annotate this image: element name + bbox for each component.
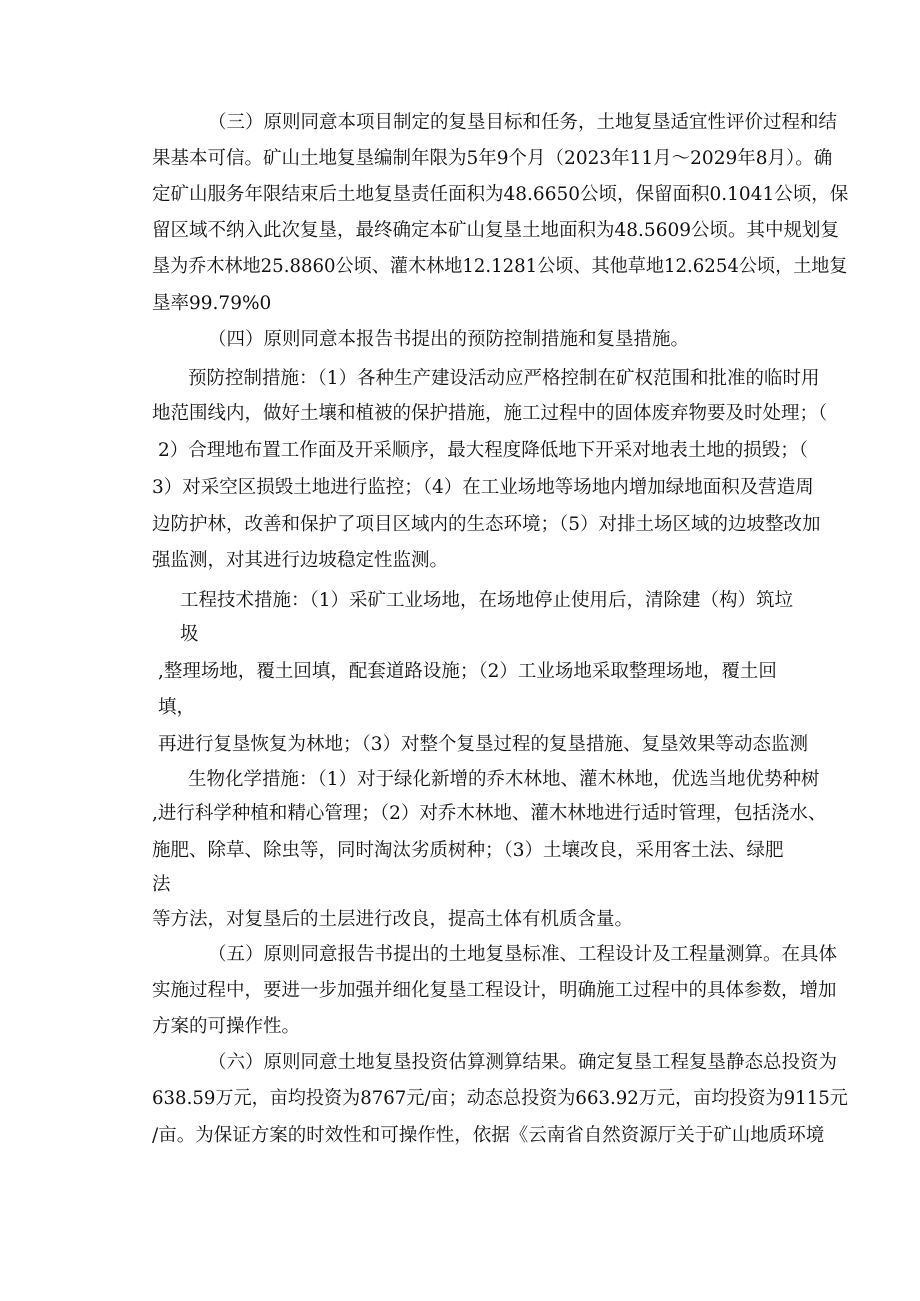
text-line: 圾 [180,624,199,645]
text-line: 果基本可信。矿山土地复垦编制年限为5年9个月（2023年11月～2029年8月）。确 [152,148,833,169]
text-line: 垦为乔木林地25.8860公顷、灌木林地12.1281公顷、其他草地12.6254公顷，土地复 [152,256,848,277]
text-line: （四）原则同意本报告书提出的预防控制措施和复垦措施。 [208,329,690,350]
text-line: 边防护林，改善和保护了项目区域内的生态环境；（5）对排土场区域的边坡整改加 [152,514,821,535]
text-line: 工程技术措施：（1）采矿工业场地，在场地停止使用后，清除建（构）筑垃 [180,590,794,611]
text-line: 再进行复垦恢复为林地；（3）对整个复垦过程的复垦措施、复垦效果等动态监测 [158,734,809,755]
text-line: 实施过程中，要进一步加强并细化复垦工程设计，明确施工过程中的具体参数，增加 [152,980,837,1001]
text-line: 2）合理地布置工作面及开采顺序，最大程度降低地下开采对地表土地的损毁；（ [158,440,809,461]
text-line: 填， [158,697,196,718]
text-line: 施肥、除草、除虫等，同时淘汰劣质树种；（3）土壤改良，采用客土法、绿肥 [152,840,784,861]
text-line: 638.59万元，亩均投资为8767元/亩；动态总投资为663.92万元，亩均投资为9115元 [152,1088,848,1109]
text-line: 预防控制措施：（1）各种生产建设活动应严格控制在矿权范围和批准的临时用 [188,368,820,389]
text-line: 定矿山服务年限结束后土地复垦责任面积为48.6650公顷，保留面积0.1041公顷，保 [152,184,849,205]
text-line: （五）原则同意报告书提出的土地复垦标准、工程设计及工程量测算。在具体 [208,944,838,965]
text-line: 生物化学措施：（1）对于绿化新增的乔木林地、灌木林地，优选当地优势种树 [188,769,820,790]
text-line: 法 [152,874,171,895]
text-line: 留区域不纳入此次复垦，最终确定本矿山复垦土地面积为48.5609公顷。其中规划复 [152,220,840,241]
text-line: 垦率99.79%0 [152,293,272,314]
text-line: 地范围线内，做好土壤和植被的保护措施，施工过程中的固体废弃物要及时处理；（ [152,403,828,424]
text-line: 等方法，对复垦后的土层进行改良，提高土体有机质含量。 [152,909,634,930]
text-line: （三）原则同意本项目制定的复垦目标和任务，土地复垦适宜性评价过程和结 [208,112,838,133]
text-line: ,整理场地，覆土回填，配套道路设施；（2）工业场地采取整理场地，覆土回 [158,661,777,682]
text-line: /亩。为保证方案的时效性和可操作性，依据《云南省自然资源厅关于矿山地质环境 [152,1125,825,1146]
text-line: 方案的可操作性。 [152,1016,301,1037]
text-line: （六）原则同意土地复垦投资估算测算结果。确定复垦工程复垦静态总投资为 [208,1052,838,1073]
text-line: 3）对采空区损毁土地进行监控；（4）在工业场地等场地内增加绿地面积及营造周 [152,477,814,498]
text-line: ,进行科学种植和精心管理；（2）对乔木林地、灌木林地进行适时管理，包括浇水、 [152,803,827,824]
text-line: 强监测，对其进行边坡稳定性监测。 [152,550,449,571]
